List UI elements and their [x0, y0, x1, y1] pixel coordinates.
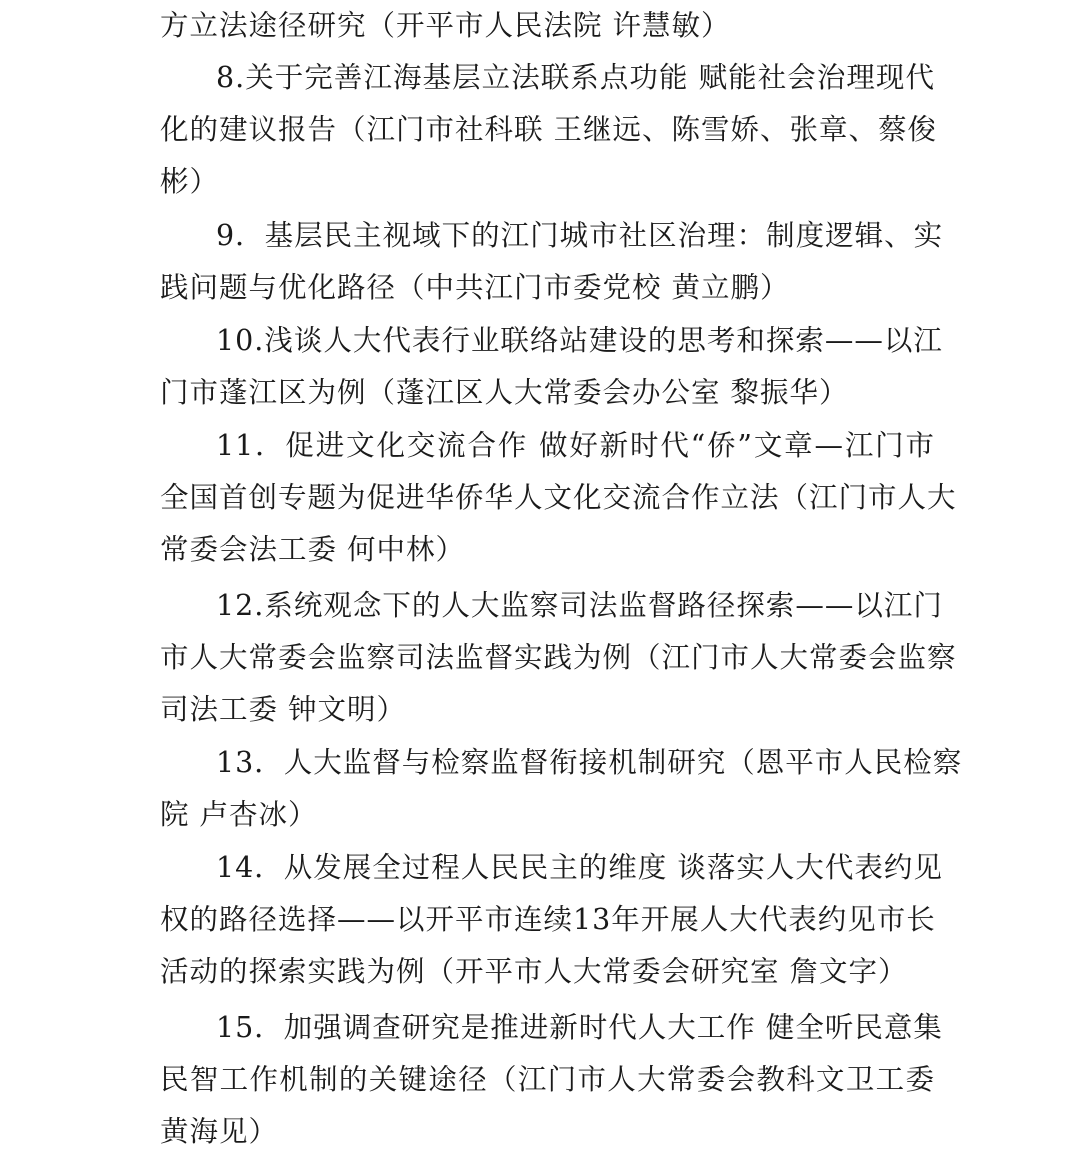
text-line: 常委会法工委 何中林）	[160, 533, 466, 566]
text-line: 8.关于完善江海基层立法联系点功能 赋能社会治理现代	[216, 61, 935, 94]
text-line: 13．人大监督与检察监督衔接机制研究（恩平市人民检察	[216, 746, 963, 779]
text-line: 院 卢杏冰）	[160, 798, 318, 831]
text-line: 9．基层民主视域下的江门城市社区治理：制度逻辑、实	[216, 219, 944, 252]
text-line: 权的路径选择——以开平市连续13年开展人大代表约见市长	[160, 903, 936, 936]
text-line: 15．加强调查研究是推进新时代人大工作 健全听民意集	[216, 1011, 943, 1044]
text-line: 民智工作机制的关键途径（江门市人大常委会教科文卫工委	[160, 1063, 935, 1096]
text-line: 方立法途径研究（开平市人民法院 许慧敏）	[160, 9, 731, 42]
text-line: 10.浅谈人大代表行业联络站建设的思考和探索——以江	[216, 324, 943, 357]
text-line: 12.系统观念下的人大监察司法监督路径探索——以江门	[216, 589, 943, 622]
text-line: 彬）	[160, 165, 220, 198]
text-line: 践问题与优化路径（中共江门市委党校 黄立鹏）	[160, 271, 790, 304]
text-line: 司法工委 钟文明）	[160, 693, 407, 726]
text-line: 11．促进文化交流合作 做好新时代“侨”文章—江门市	[216, 429, 935, 462]
text-line: 14．从发展全过程人民民主的维度 谈落实人大代表约见	[216, 851, 943, 884]
text-line: 黄海见）	[160, 1115, 279, 1148]
text-line: 活动的探索实践为例（开平市人大常委会研究室 詹文字）	[160, 955, 908, 988]
text-line: 全国首创专题为促进华侨华人文化交流合作立法（江门市人大	[160, 481, 957, 514]
text-line: 化的建议报告（江门市社科联 王继远、陈雪娇、张章、蔡俊	[160, 113, 938, 146]
text-line: 门市蓬江区为例（蓬江区人大常委会办公室 黎振华）	[160, 376, 849, 409]
text-line: 市人大常委会监察司法监督实践为例（江门市人大常委会监察	[160, 641, 957, 674]
